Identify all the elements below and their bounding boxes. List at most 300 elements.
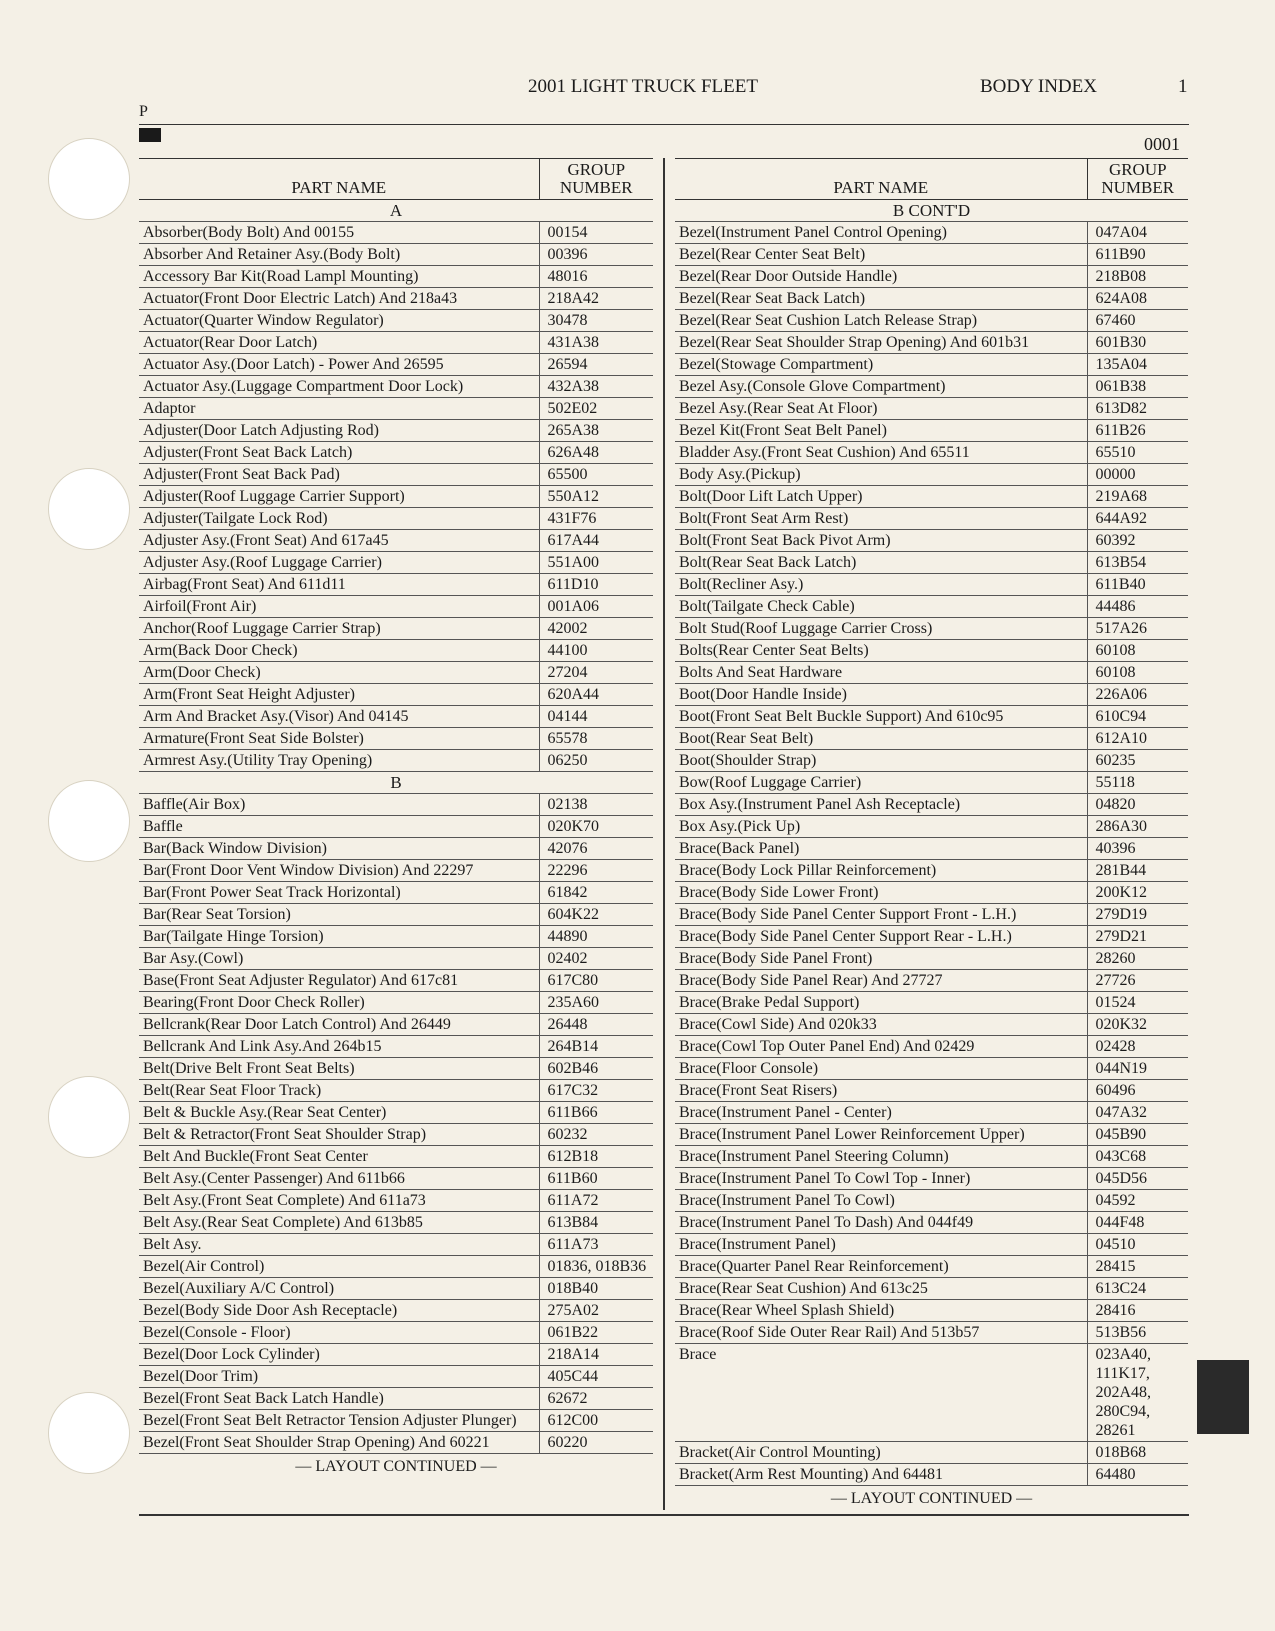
group-number-cell: 018B68 — [1087, 1442, 1188, 1464]
table-row — [139, 530, 653, 552]
table-row — [139, 1410, 653, 1432]
section-title: BODY INDEX — [980, 76, 1097, 97]
table-row — [675, 244, 1188, 266]
table-row — [139, 948, 653, 970]
group-number-cell: 061B38 — [1087, 376, 1188, 398]
table-row — [139, 1278, 653, 1300]
group-number-header: GROUP NUMBER — [1087, 159, 1188, 200]
group-number-cell: 551A00 — [539, 552, 653, 574]
header-rule — [139, 124, 1189, 125]
table-row — [675, 750, 1188, 772]
register-mark — [139, 128, 161, 142]
table-row — [675, 1278, 1188, 1300]
group-number-cell: 218A42 — [539, 288, 653, 310]
table-row — [139, 442, 653, 464]
index-tab — [1197, 1360, 1249, 1434]
table-row — [675, 1464, 1188, 1486]
part-name-cell: Boot(Front Seat Belt Buckle Support) And 610c95 — [675, 706, 1087, 728]
table-row — [139, 1234, 653, 1256]
table-row — [675, 904, 1188, 926]
part-name-cell: Belt Asy.(Front Seat Complete) And 611a73 — [139, 1190, 539, 1212]
table-row — [675, 222, 1188, 244]
group-number-cell: 617C80 — [539, 970, 653, 992]
part-name-cell: Bezel Asy.(Rear Seat At Floor) — [675, 398, 1087, 420]
part-name-header: PART NAME — [139, 159, 539, 200]
part-name-cell: Brace(Roof Side Outer Rear Rail) And 513b57 — [675, 1322, 1087, 1344]
group-number-cell: 045B90 — [1087, 1124, 1188, 1146]
group-number-cell: 40396 — [1087, 838, 1188, 860]
part-name-cell: Bezel(Door Trim) — [139, 1366, 539, 1388]
binder-hole — [48, 138, 130, 220]
table-row — [139, 684, 653, 706]
part-name-cell: Bar Asy.(Cowl) — [139, 948, 539, 970]
part-name-cell: Adjuster Asy.(Front Seat) And 617a45 — [139, 530, 539, 552]
part-name-cell: Brace(Instrument Panel To Cowl Top - Inner) — [675, 1168, 1087, 1190]
group-number-cell: 02138 — [539, 794, 653, 816]
group-number-cell: 613B84 — [539, 1212, 653, 1234]
group-number-cell: 00000 — [1087, 464, 1188, 486]
part-name-cell: Brace(Floor Console) — [675, 1058, 1087, 1080]
part-name-cell: Bolt Stud(Roof Luggage Carrier Cross) — [675, 618, 1087, 640]
part-name-cell: Bearing(Front Door Check Roller) — [139, 992, 539, 1014]
part-name-cell: Brace(Brake Pedal Support) — [675, 992, 1087, 1014]
part-name-cell: Bow(Roof Luggage Carrier) — [675, 772, 1087, 794]
table-row — [675, 882, 1188, 904]
group-number-cell: 60232 — [539, 1124, 653, 1146]
part-name-cell: Bracket(Air Control Mounting) — [675, 1442, 1087, 1464]
part-name-cell: Bezel(Front Seat Back Latch Handle) — [139, 1388, 539, 1410]
group-number-cell: 04510 — [1087, 1234, 1188, 1256]
part-name-cell: Actuator Asy.(Door Latch) - Power And 26595 — [139, 354, 539, 376]
group-number-cell: 60108 — [1087, 662, 1188, 684]
group-number-cell: 67460 — [1087, 310, 1188, 332]
part-name-cell: Brace(Cowl Side) And 020k33 — [675, 1014, 1087, 1036]
table-row — [139, 1190, 653, 1212]
group-number-cell: 28260 — [1087, 948, 1188, 970]
group-number-cell: 043C68 — [1087, 1146, 1188, 1168]
group-number-cell: 275A02 — [539, 1300, 653, 1322]
part-name-cell: Absorber(Body Bolt) And 00155 — [139, 222, 539, 244]
group-number-cell: 44100 — [539, 640, 653, 662]
table-row — [139, 376, 653, 398]
part-name-cell: Bezel(Rear Seat Cushion Latch Release Strap) — [675, 310, 1087, 332]
table-row — [675, 860, 1188, 882]
group-number-cell: 617A44 — [539, 530, 653, 552]
part-name-cell: Brace(Instrument Panel) — [675, 1234, 1087, 1256]
group-number-cell: 26594 — [539, 354, 653, 376]
part-name-cell: Adaptor — [139, 398, 539, 420]
part-name-cell: Belt(Drive Belt Front Seat Belts) — [139, 1058, 539, 1080]
group-number-cell: 30478 — [539, 310, 653, 332]
part-name-cell: Bezel Kit(Front Seat Belt Panel) — [675, 420, 1087, 442]
table-row — [139, 662, 653, 684]
part-name-cell: Belt Asy.(Center Passenger) And 611b66 — [139, 1168, 539, 1190]
table-row — [675, 948, 1188, 970]
table-row — [139, 1058, 653, 1080]
table-row — [675, 310, 1188, 332]
group-number-cell: 27204 — [539, 662, 653, 684]
part-name-cell: Bar(Front Power Seat Track Horizontal) — [139, 882, 539, 904]
table-row — [139, 288, 653, 310]
part-name-cell: Bolt(Front Seat Arm Rest) — [675, 508, 1087, 530]
part-name-cell: Bezel(Front Seat Shoulder Strap Opening) And 60221 — [139, 1432, 539, 1454]
table-row — [675, 1036, 1188, 1058]
part-name-cell: Brace(Instrument Panel Lower Reinforcement Upper) — [675, 1124, 1087, 1146]
group-number-cell: 218B08 — [1087, 266, 1188, 288]
part-name-cell: Actuator Asy.(Luggage Compartment Door Lock) — [139, 376, 539, 398]
part-name-cell: Arm And Bracket Asy.(Visor) And 04145 — [139, 706, 539, 728]
table-row — [139, 552, 653, 574]
group-number-cell: 64480 — [1087, 1464, 1188, 1486]
group-number-cell: 612C00 — [539, 1410, 653, 1432]
group-number-cell: 611B90 — [1087, 244, 1188, 266]
right-table-body — [675, 200, 1188, 1486]
part-name-cell: Box Asy.(Pick Up) — [675, 816, 1087, 838]
part-name-cell: Brace(Body Side Panel Center Support Rear - L.H.) — [675, 926, 1087, 948]
section-heading-row — [675, 200, 1188, 222]
group-number-cell: 01524 — [1087, 992, 1188, 1014]
page-number: 1 — [1178, 76, 1188, 97]
group-number-cell: 22296 — [539, 860, 653, 882]
group-number-cell: 04820 — [1087, 794, 1188, 816]
part-name-cell: Brace(Body Side Lower Front) — [675, 882, 1087, 904]
group-number-cell: 550A12 — [539, 486, 653, 508]
table-row — [139, 310, 653, 332]
group-number-cell: 613C24 — [1087, 1278, 1188, 1300]
table-row — [675, 772, 1188, 794]
table-row — [139, 464, 653, 486]
table-row — [675, 530, 1188, 552]
part-name-cell: Brace(Cowl Top Outer Panel End) And 02429 — [675, 1036, 1087, 1058]
group-number-cell: 27726 — [1087, 970, 1188, 992]
group-number-cell: 611B66 — [539, 1102, 653, 1124]
group-number-header: GROUP NUMBER — [539, 159, 653, 200]
group-number-cell: 279D19 — [1087, 904, 1188, 926]
part-name-cell: Bezel(Stowage Compartment) — [675, 354, 1087, 376]
table-row — [139, 970, 653, 992]
table-row — [675, 838, 1188, 860]
part-name-cell: Bolt(Tailgate Check Cable) — [675, 596, 1087, 618]
table-row — [139, 1322, 653, 1344]
table-row — [139, 508, 653, 530]
part-name-cell: Bezel(Door Lock Cylinder) — [139, 1344, 539, 1366]
table-row — [139, 1366, 653, 1388]
part-name-cell: Boot(Door Handle Inside) — [675, 684, 1087, 706]
group-number-cell: 001A06 — [539, 596, 653, 618]
group-number-cell: 047A32 — [1087, 1102, 1188, 1124]
table-row — [139, 574, 653, 596]
part-name-cell: Bezel(Body Side Door Ash Receptacle) — [139, 1300, 539, 1322]
group-number-cell: 604K22 — [539, 904, 653, 926]
group-number-cell: 044F48 — [1087, 1212, 1188, 1234]
group-number-cell: 48016 — [539, 266, 653, 288]
group-number-cell: 612B18 — [539, 1146, 653, 1168]
part-name-cell: Bar(Front Door Vent Window Division) And 22297 — [139, 860, 539, 882]
part-name-cell: Bezel(Instrument Panel Control Opening) — [675, 222, 1087, 244]
part-name-cell: Bolts(Rear Center Seat Belts) — [675, 640, 1087, 662]
group-number-cell: 617C32 — [539, 1080, 653, 1102]
part-name-cell: Belt & Buckle Asy.(Rear Seat Center) — [139, 1102, 539, 1124]
part-name-cell: Absorber And Retainer Asy.(Body Bolt) — [139, 244, 539, 266]
part-name-cell: Belt(Rear Seat Floor Track) — [139, 1080, 539, 1102]
table-row — [675, 508, 1188, 530]
group-number-cell: 612A10 — [1087, 728, 1188, 750]
part-name-cell: Bolts And Seat Hardware — [675, 662, 1087, 684]
table-row — [675, 662, 1188, 684]
table-row — [139, 618, 653, 640]
part-name-cell: Belt Asy.(Rear Seat Complete) And 613b85 — [139, 1212, 539, 1234]
table-row — [675, 332, 1188, 354]
section-heading-row — [139, 772, 653, 794]
group-number-cell: 26448 — [539, 1014, 653, 1036]
table-row — [139, 1388, 653, 1410]
part-name-cell: Bar(Back Window Division) — [139, 838, 539, 860]
part-name-cell: Bracket(Arm Rest Mounting) And 64481 — [675, 1464, 1087, 1486]
table-row — [139, 706, 653, 728]
group-number-cell: 60235 — [1087, 750, 1188, 772]
table-row — [139, 728, 653, 750]
part-name-cell: Baffle(Air Box) — [139, 794, 539, 816]
table-row — [675, 376, 1188, 398]
table-row — [139, 904, 653, 926]
table-row — [675, 728, 1188, 750]
table-row — [139, 1102, 653, 1124]
section-letter: A — [139, 200, 653, 222]
group-number-cell: 200K12 — [1087, 882, 1188, 904]
table-row — [675, 288, 1188, 310]
section-letter: B — [139, 772, 653, 794]
group-number-cell: 44890 — [539, 926, 653, 948]
part-name-cell: Box Asy.(Instrument Panel Ash Receptacle) — [675, 794, 1087, 816]
part-name-cell: Bolt(Rear Seat Back Latch) — [675, 552, 1087, 574]
group-number-cell: 602B46 — [539, 1058, 653, 1080]
part-name-cell: Brace(Rear Wheel Splash Shield) — [675, 1300, 1087, 1322]
table-row — [675, 1146, 1188, 1168]
table-row — [139, 420, 653, 442]
group-number-cell: 44486 — [1087, 596, 1188, 618]
table-row — [139, 266, 653, 288]
table-row — [675, 442, 1188, 464]
table-row — [675, 640, 1188, 662]
table-row — [675, 1234, 1188, 1256]
binder-hole — [48, 780, 130, 862]
group-number-cell: 42076 — [539, 838, 653, 860]
binder-hole — [48, 1392, 130, 1474]
group-number-cell: 061B22 — [539, 1322, 653, 1344]
part-name-cell: Base(Front Seat Adjuster Regulator) And 617c81 — [139, 970, 539, 992]
part-name-cell: Arm(Back Door Check) — [139, 640, 539, 662]
group-number-cell: 610C94 — [1087, 706, 1188, 728]
table-row — [675, 1256, 1188, 1278]
group-number-cell: 045D56 — [1087, 1168, 1188, 1190]
part-name-cell: Anchor(Roof Luggage Carrier Strap) — [139, 618, 539, 640]
group-number-cell: 624A08 — [1087, 288, 1188, 310]
table-row — [139, 1146, 653, 1168]
group-number-cell: 611A72 — [539, 1190, 653, 1212]
group-number-cell: 611B60 — [539, 1168, 653, 1190]
part-name-cell: Brace(Body Lock Pillar Reinforcement) — [675, 860, 1087, 882]
right-parts-table — [675, 158, 1188, 1486]
group-number-cell: 626A48 — [539, 442, 653, 464]
group-number-cell: 60108 — [1087, 640, 1188, 662]
part-name-cell: Bezel(Auxiliary A/C Control) — [139, 1278, 539, 1300]
group-number-cell: 01836, 018B36 — [539, 1256, 653, 1278]
left-parts-table — [139, 158, 653, 1454]
table-row — [139, 816, 653, 838]
part-name-cell: Belt & Retractor(Front Seat Shoulder Strap) — [139, 1124, 539, 1146]
table-row — [675, 486, 1188, 508]
table-row — [675, 266, 1188, 288]
binder-hole — [48, 468, 130, 550]
part-name-cell: Adjuster(Front Seat Back Latch) — [139, 442, 539, 464]
table-row — [139, 1300, 653, 1322]
table-row — [675, 816, 1188, 838]
table-row — [675, 1058, 1188, 1080]
group-number-cell: 226A06 — [1087, 684, 1188, 706]
table-row — [675, 1442, 1188, 1464]
part-name-cell: Brace(Instrument Panel To Dash) And 044f49 — [675, 1212, 1087, 1234]
group-number-cell: 00154 — [539, 222, 653, 244]
table-row — [139, 1036, 653, 1058]
part-name-cell: Brace(Quarter Panel Rear Reinforcement) — [675, 1256, 1087, 1278]
group-number-cell: 65510 — [1087, 442, 1188, 464]
table-row — [675, 596, 1188, 618]
table-row — [139, 1256, 653, 1278]
group-number-cell: 04592 — [1087, 1190, 1188, 1212]
left-column — [139, 158, 653, 1476]
group-number-cell: 04144 — [539, 706, 653, 728]
group-number-cell: 02402 — [539, 948, 653, 970]
table-row — [139, 1344, 653, 1366]
group-number-cell: 432A38 — [539, 376, 653, 398]
group-number-cell: 023A40, 111K17, 202A48, 280C94, 28261 — [1087, 1344, 1188, 1442]
part-name-cell: Bolt(Door Lift Latch Upper) — [675, 486, 1087, 508]
group-number-cell: 611A73 — [539, 1234, 653, 1256]
right-column — [675, 158, 1188, 1508]
part-name-cell: Airbag(Front Seat) And 611d11 — [139, 574, 539, 596]
group-number-cell: 55118 — [1087, 772, 1188, 794]
table-row — [675, 1014, 1188, 1036]
part-name-cell: Brace — [675, 1344, 1087, 1442]
table-row — [139, 244, 653, 266]
binder-hole — [48, 1076, 130, 1158]
part-name-cell: Body Asy.(Pickup) — [675, 464, 1087, 486]
group-number-cell: 018B40 — [539, 1278, 653, 1300]
part-name-cell: Adjuster Asy.(Roof Luggage Carrier) — [139, 552, 539, 574]
table-row — [675, 618, 1188, 640]
section-letter: B CONT'D — [675, 200, 1188, 222]
table-row — [139, 354, 653, 376]
table-row — [675, 794, 1188, 816]
table-row — [675, 354, 1188, 376]
part-name-cell: Brace(Instrument Panel - Center) — [675, 1102, 1087, 1124]
part-name-cell: Brace(Body Side Panel Rear) And 27727 — [675, 970, 1087, 992]
part-name-cell: Adjuster(Roof Luggage Carrier Support) — [139, 486, 539, 508]
part-name-cell: Bellcrank(Rear Door Latch Control) And 26449 — [139, 1014, 539, 1036]
group-number-cell: 405C44 — [539, 1366, 653, 1388]
table-row — [675, 1168, 1188, 1190]
table-row — [139, 640, 653, 662]
table-row — [139, 992, 653, 1014]
table-row — [139, 1014, 653, 1036]
group-number-cell: 611B26 — [1087, 420, 1188, 442]
part-name-cell: Actuator(Front Door Electric Latch) And 218a43 — [139, 288, 539, 310]
group-number-cell: 65578 — [539, 728, 653, 750]
table-row — [675, 574, 1188, 596]
part-name-cell: Bezel(Rear Center Seat Belt) — [675, 244, 1087, 266]
group-number-cell: 279D21 — [1087, 926, 1188, 948]
table-row — [675, 1212, 1188, 1234]
table-row — [675, 684, 1188, 706]
table-row — [139, 398, 653, 420]
table-row — [675, 1102, 1188, 1124]
table-row — [675, 1190, 1188, 1212]
table-row — [139, 882, 653, 904]
table-row — [675, 1300, 1188, 1322]
table-row — [139, 926, 653, 948]
table-row — [675, 926, 1188, 948]
part-name-cell: Belt Asy. — [139, 1234, 539, 1256]
group-number-cell: 264B14 — [539, 1036, 653, 1058]
table-row — [139, 486, 653, 508]
index-code: 0001 — [1144, 134, 1180, 154]
table-row — [139, 860, 653, 882]
table-row — [139, 838, 653, 860]
part-name-cell: Bar(Rear Seat Torsion) — [139, 904, 539, 926]
part-name-cell: Brace(Front Seat Risers) — [675, 1080, 1087, 1102]
group-number-cell: 42002 — [539, 618, 653, 640]
part-name-cell: Bezel(Rear Seat Shoulder Strap Opening) And 601b31 — [675, 332, 1087, 354]
part-name-cell: Bolt(Recliner Asy.) — [675, 574, 1087, 596]
table-row — [139, 332, 653, 354]
section-heading-row — [139, 200, 653, 222]
layout-continued-right: — LAYOUT CONTINUED — — [830, 1490, 1033, 1507]
group-number-cell: 020K70 — [539, 816, 653, 838]
left-table-body — [139, 200, 653, 1454]
group-number-cell: 219A68 — [1087, 486, 1188, 508]
group-number-cell: 613D82 — [1087, 398, 1188, 420]
group-number-cell: 644A92 — [1087, 508, 1188, 530]
group-number-cell: 020K32 — [1087, 1014, 1188, 1036]
table-row — [139, 1432, 653, 1454]
table-row — [139, 1168, 653, 1190]
part-name-cell: Bezel(Front Seat Belt Retractor Tension Adjuster Plunger) — [139, 1410, 539, 1432]
part-name-cell: Adjuster(Door Latch Adjusting Rod) — [139, 420, 539, 442]
part-name-cell: Bezel(Air Control) — [139, 1256, 539, 1278]
part-name-cell: Actuator(Quarter Window Regulator) — [139, 310, 539, 332]
part-name-cell: Brace(Instrument Panel Steering Column) — [675, 1146, 1087, 1168]
group-number-cell: 218A14 — [539, 1344, 653, 1366]
part-name-cell: Airfoil(Front Air) — [139, 596, 539, 618]
group-number-cell: 431A38 — [539, 332, 653, 354]
part-name-cell: Baffle — [139, 816, 539, 838]
column-divider — [663, 158, 665, 1510]
group-number-cell: 281B44 — [1087, 860, 1188, 882]
group-number-cell: 60392 — [1087, 530, 1188, 552]
part-name-cell: Brace(Rear Seat Cushion) And 613c25 — [675, 1278, 1087, 1300]
group-number-cell: 65500 — [539, 464, 653, 486]
table-row — [139, 1124, 653, 1146]
table-row — [675, 992, 1188, 1014]
table-row — [139, 596, 653, 618]
part-name-cell: Arm(Front Seat Height Adjuster) — [139, 684, 539, 706]
table-row — [139, 222, 653, 244]
layout-continued-left: — LAYOUT CONTINUED — — [295, 1458, 497, 1475]
group-number-cell: 135A04 — [1087, 354, 1188, 376]
group-number-cell: 044N19 — [1087, 1058, 1188, 1080]
part-name-cell: Adjuster(Front Seat Back Pad) — [139, 464, 539, 486]
part-name-cell: Bladder Asy.(Front Seat Cushion) And 65511 — [675, 442, 1087, 464]
